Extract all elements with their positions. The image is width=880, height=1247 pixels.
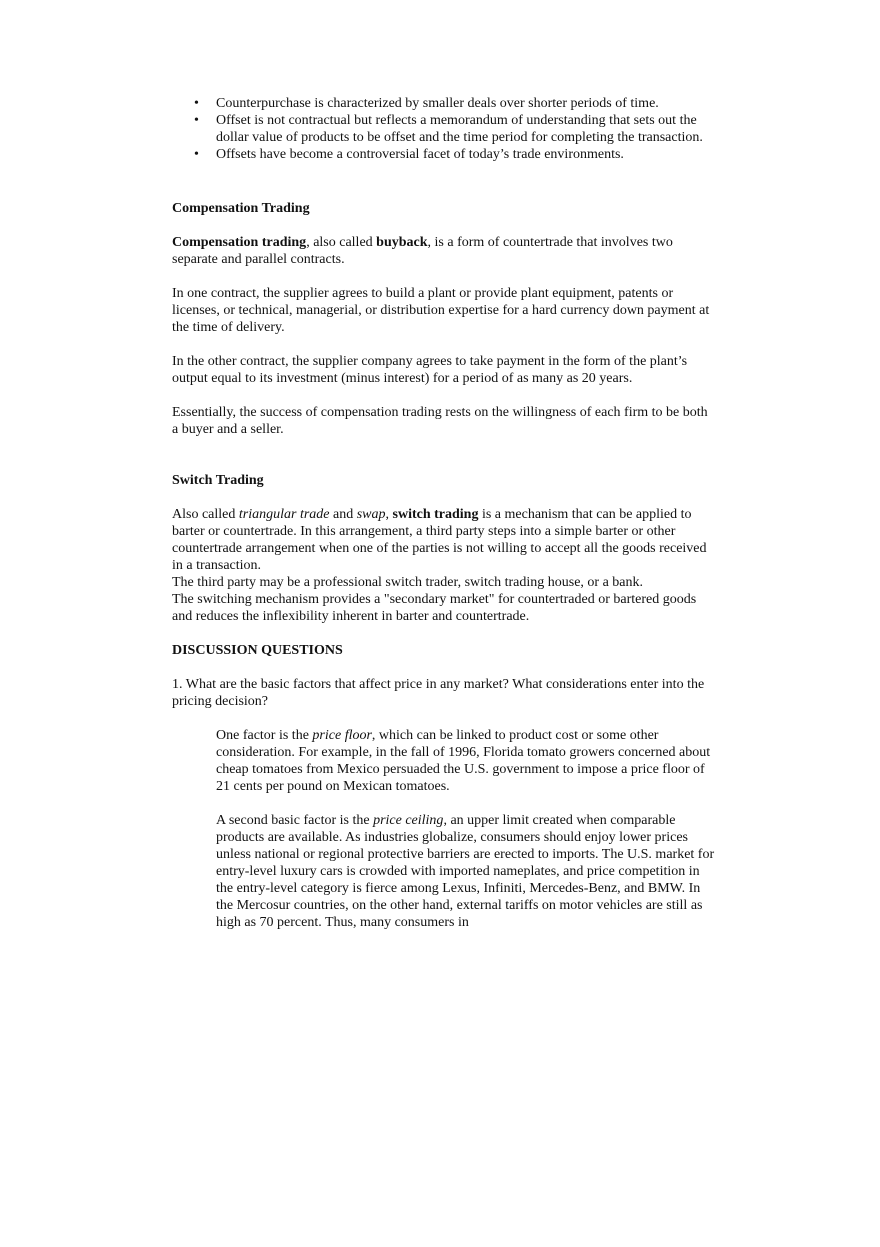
switch-paragraph-3: The switching mechanism provides a "secondary market" for countertraded or bartered goods and reduces the inflexibility inherent in barter and countertrade. — [172, 592, 697, 624]
list-item — [172, 112, 717, 146]
bullet-text: Offsets have become a controversial facet of today’s trade environments. — [216, 147, 624, 162]
term-italic: triangular trade — [238, 507, 330, 522]
question-1: 1. What are the basic factors that affect price in any market? What considerations enter into the pricing decision? — [172, 677, 705, 709]
term-italic: swap — [356, 507, 386, 522]
bullet-text: Counterpurchase is characterized by smaller deals over shorter periods of time. — [216, 96, 659, 111]
term: buyback — [376, 235, 428, 250]
text-span: A second basic factor is the — [216, 813, 374, 828]
compensation-paragraph-4: Essentially, the success of compensation trading rests on the willingness of each firm to be both a buyer and a seller. — [172, 405, 708, 437]
switch-paragraph-2: The third party may be a professional switch trader, switch trading house, or a bank. — [172, 575, 644, 590]
compensation-paragraph-1 — [172, 234, 717, 268]
text-span: Also called — [172, 507, 239, 522]
text-span: , which can be linked to product cost or some other consideration. For example, in the fall of 1996, Florida tomato growers concerned about cheap tomatoes from Mexico persuaded the U.S. government to impose a price floor of 21 cents per pound on Mexican tomatoes. — [216, 728, 711, 794]
switch-paragraph-1 — [172, 506, 717, 574]
text-span: One factor is the — [216, 728, 313, 743]
answer-paragraph-2 — [172, 812, 717, 931]
answer-paragraph-1 — [172, 727, 717, 795]
text-span: , also called — [306, 235, 377, 250]
list-item — [172, 95, 717, 112]
compensation-paragraph-3: In the other contract, the supplier company agrees to take payment in the form of the plant’s output equal to its investment (minus interest) for a period of as many as 20 years. — [172, 354, 688, 386]
document-page — [172, 95, 717, 931]
bullet-icon: • — [194, 113, 199, 128]
compensation-paragraph-2: In one contract, the supplier agrees to build a plant or provide plant equipment, patents or licenses, or technical, managerial, or distribution expertise for a hard currency down payment at the time of delivery. — [172, 286, 710, 335]
text-span: , an upper limit created when comparable products are available. As industries globalize, consumers should enjoy lower prices unless national or regional protective barriers are erected to imports. The U.S. market for entry-level luxury cars is crowded with imported nameplates, and price competition in the entry-level category is fierce among Lexus, Infiniti, Mercedes-Benz, and BMW. In the Mercosur countries, on the other hand, external tariffs on motor vehicles are still as high as 70 percent. Thus, many consumers in — [216, 813, 715, 930]
bullet-icon: • — [194, 147, 199, 162]
bullet-list — [172, 95, 717, 163]
list-item — [172, 146, 717, 163]
term-italic: price ceiling — [373, 813, 444, 828]
term: switch trading — [392, 507, 479, 522]
term-italic: price floor — [312, 728, 372, 743]
discussion-heading: DISCUSSION QUESTIONS — [172, 643, 343, 658]
text-span: is a mechanism that can be applied to barter or countertrade. In this arrangement, a third party steps into a simple barter or other countertrade arrangement when one of the parties is not willing to accept all the goods received in a transaction. — [172, 507, 707, 573]
switch-heading: Switch Trading — [172, 473, 264, 488]
text-span: , is a form of countertrade that involves two separate and parallel contracts. — [172, 235, 673, 267]
text-span: and — [329, 507, 357, 522]
term: Compensation trading — [172, 235, 307, 250]
text-span: , — [385, 507, 393, 522]
bullet-icon: • — [194, 96, 199, 111]
bullet-text: Offset is not contractual but reflects a memorandum of understanding that sets out the dollar value of products to be offset and the time period for completing the transaction. — [216, 113, 703, 145]
compensation-heading: Compensation Trading — [172, 201, 310, 216]
